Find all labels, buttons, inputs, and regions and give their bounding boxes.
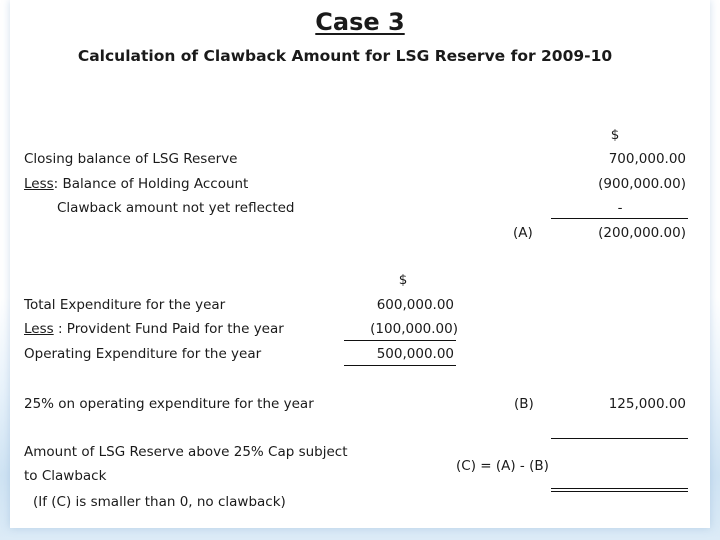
cap-25-amount: 125,000.00 (608, 396, 686, 412)
total-rule-operating (344, 365, 456, 366)
total-a-amount: (200,000.00) (598, 225, 686, 241)
marker-a: (A) (513, 225, 533, 241)
holding-account-text: : Balance of Holding Account (53, 176, 249, 192)
total-expenditure-label: Total Expenditure for the year (24, 297, 226, 313)
less-prefix-2: Less (24, 321, 54, 337)
subtotal-rule-c (551, 438, 688, 439)
clawback-not-reflected-amount: - (617, 200, 623, 216)
cap-25-label: 25% on operating expenditure for the year (24, 396, 314, 412)
no-clawback-note: (If (C) is smaller than 0, no clawback) (33, 494, 286, 510)
holding-account-label (24, 176, 248, 192)
slide-title: Case 3 (315, 8, 405, 36)
holding-account-amount: (900,000.00) (598, 176, 686, 192)
provident-fund-label (24, 321, 284, 337)
operating-expenditure-amount: 500,000.00 (376, 346, 454, 362)
currency-header-right: $ (610, 127, 620, 143)
clawback-not-reflected-label: Clawback amount not yet reflected (57, 200, 295, 216)
clawback-amount-label-line2: to Clawback (24, 468, 107, 484)
total-expenditure-amount: 600,000.00 (376, 297, 454, 313)
provident-fund-text: : Provident Fund Paid for the year (53, 321, 284, 337)
closing-balance-amount: 700,000.00 (608, 151, 686, 167)
clawback-amount-label-line1: Amount of LSG Reserve above 25% Cap subject (24, 444, 348, 460)
subtotal-rule-operating (344, 340, 456, 341)
provident-fund-amount: (100,000.00) (370, 321, 458, 337)
operating-expenditure-label: Operating Expenditure for the year (24, 346, 262, 362)
less-prefix: Less (24, 176, 54, 192)
double-rule-bottom (551, 491, 688, 492)
formula-c: (C) = (A) - (B) (456, 458, 549, 474)
slide-subtitle: Calculation of Clawback Amount for LSG Reserve for 2009-10 (77, 47, 613, 65)
closing-balance-label: Closing balance of LSG Reserve (24, 151, 238, 167)
currency-header-middle: $ (398, 272, 408, 288)
marker-b: (B) (514, 396, 534, 412)
double-rule-top (551, 488, 688, 489)
subtotal-rule-a (551, 218, 688, 219)
